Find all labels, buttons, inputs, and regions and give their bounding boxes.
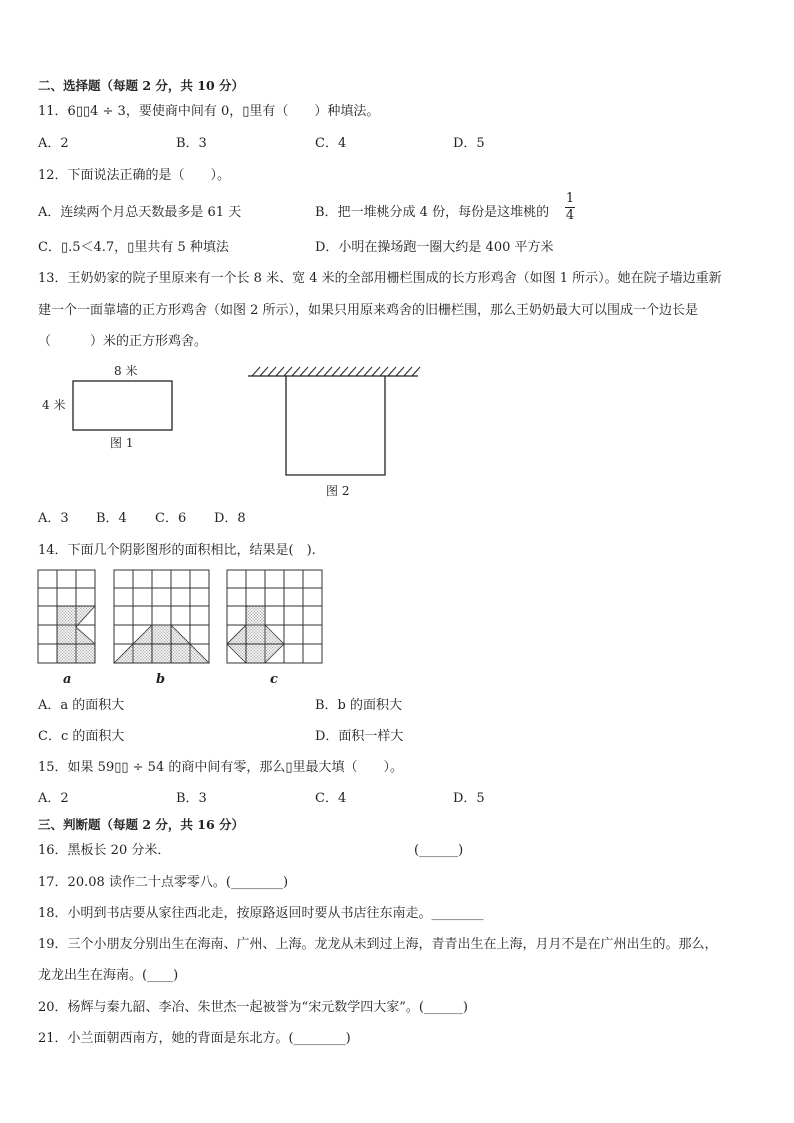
question-17: 17．20.08 读作二十点零零八。(________) xyxy=(38,875,289,890)
question-12-stem: 12．下面说法正确的是（ ）。 xyxy=(38,168,231,183)
q15-option-a: A．2 xyxy=(38,791,69,806)
q12-option-b: B．把一堆桃分成 4 份，每份是这堆桃的 xyxy=(315,205,550,220)
fraction-denominator: 4 xyxy=(565,208,575,223)
q12-option-a: A．连续两个月总天数最多是 61 天 xyxy=(38,205,242,220)
question-11-stem: 11．6▯▯4 ÷ 3，要使商中间有 0，▯里有（ ）种填法。 xyxy=(38,104,380,119)
q12-option-c: C．▯.5＜4.7，▯里共有 5 种填法 xyxy=(38,240,229,255)
figure-b-label: b xyxy=(156,672,166,687)
question-20: 20．杨辉与秦九韶、李冶、朱世杰一起被誉为“宋元数学四大家”。(______) xyxy=(38,1000,468,1015)
q15-option-c: C．4 xyxy=(315,791,347,806)
fig1-width-label: 8 米 xyxy=(114,364,138,378)
figure-c-label: c xyxy=(270,672,278,687)
q14-option-c: C．c 的面积大 xyxy=(38,729,125,744)
q14-option-a: A．a 的面积大 xyxy=(38,698,125,713)
question-14-stem: 14．下面几个阴影图形的面积相比，结果是( ). xyxy=(38,543,316,558)
question-19-line2: 龙龙出生在海南。(____) xyxy=(38,968,179,983)
q14-option-b: B．b 的面积大 xyxy=(315,698,403,713)
question-21: 21．小兰面朝西南方，她的背面是东北方。(________) xyxy=(38,1031,351,1046)
question-13-line1: 13．王奶奶家的院子里原来有一个长 8 米、宽 4 米的全部用栅栏围成的长方形鸡舍（如图 1 所示）。她在院子墙边重新 xyxy=(38,271,722,286)
figure-c-shaded xyxy=(227,606,284,663)
q11-option-a: A．2 xyxy=(38,136,69,151)
section-title-choice: 二、选择题（每题 2 分，共 10 分） xyxy=(38,78,245,93)
q11-option-c: C．4 xyxy=(315,136,347,151)
question-16-blank: (______) xyxy=(414,843,464,858)
fig2-caption: 图 2 xyxy=(326,484,350,498)
q15-option-b: B．3 xyxy=(176,791,207,806)
figure-a-label: a xyxy=(63,672,72,687)
question-13-line2: 建一个一面靠墙的正方形鸡舍（如图 2 所示），如果只用原来鸡舍的旧栅栏围，那么王奶奶最大可以围成一个边长是 xyxy=(38,303,699,318)
question-19-line1: 19．三个小朋友分别出生在海南、广州、上海。龙龙从未到过上海，青青出生在上海，月月不是在广州出生的。那么， xyxy=(38,937,718,952)
section-title-judgment: 三、判断题（每题 2 分，共 16 分） xyxy=(38,817,245,832)
question-13-line3: （ ）米的正方形鸡舍。 xyxy=(38,334,208,349)
question-18: 18．小明到书店要从家往西北走，按原路返回时要从书店往东南走。________ xyxy=(38,906,484,921)
q13-option-b: B．4 xyxy=(96,511,127,526)
q15-option-d: D．5 xyxy=(453,791,485,806)
q13-option-c: C．6 xyxy=(155,511,187,526)
q13-option-a: A．3 xyxy=(38,511,69,526)
fraction-numerator: 1 xyxy=(565,191,575,206)
q13-option-d: D．8 xyxy=(214,511,246,526)
fig1-caption: 图 1 xyxy=(110,436,134,450)
q14-option-d: D．面积一样大 xyxy=(315,729,404,744)
fig1-height-label: 4 米 xyxy=(42,398,66,412)
q12-option-d: D．小明在操场跑一圈大约是 400 平方米 xyxy=(315,240,554,255)
question-16: 16．黑板长 20 分米． xyxy=(38,843,171,858)
q11-option-b: B．3 xyxy=(176,136,207,151)
q11-option-d: D．5 xyxy=(453,136,485,151)
question-15-stem: 15．如果 59▯▯ ÷ 54 的商中间有零，那么▯里最大填（ ）。 xyxy=(38,760,404,775)
